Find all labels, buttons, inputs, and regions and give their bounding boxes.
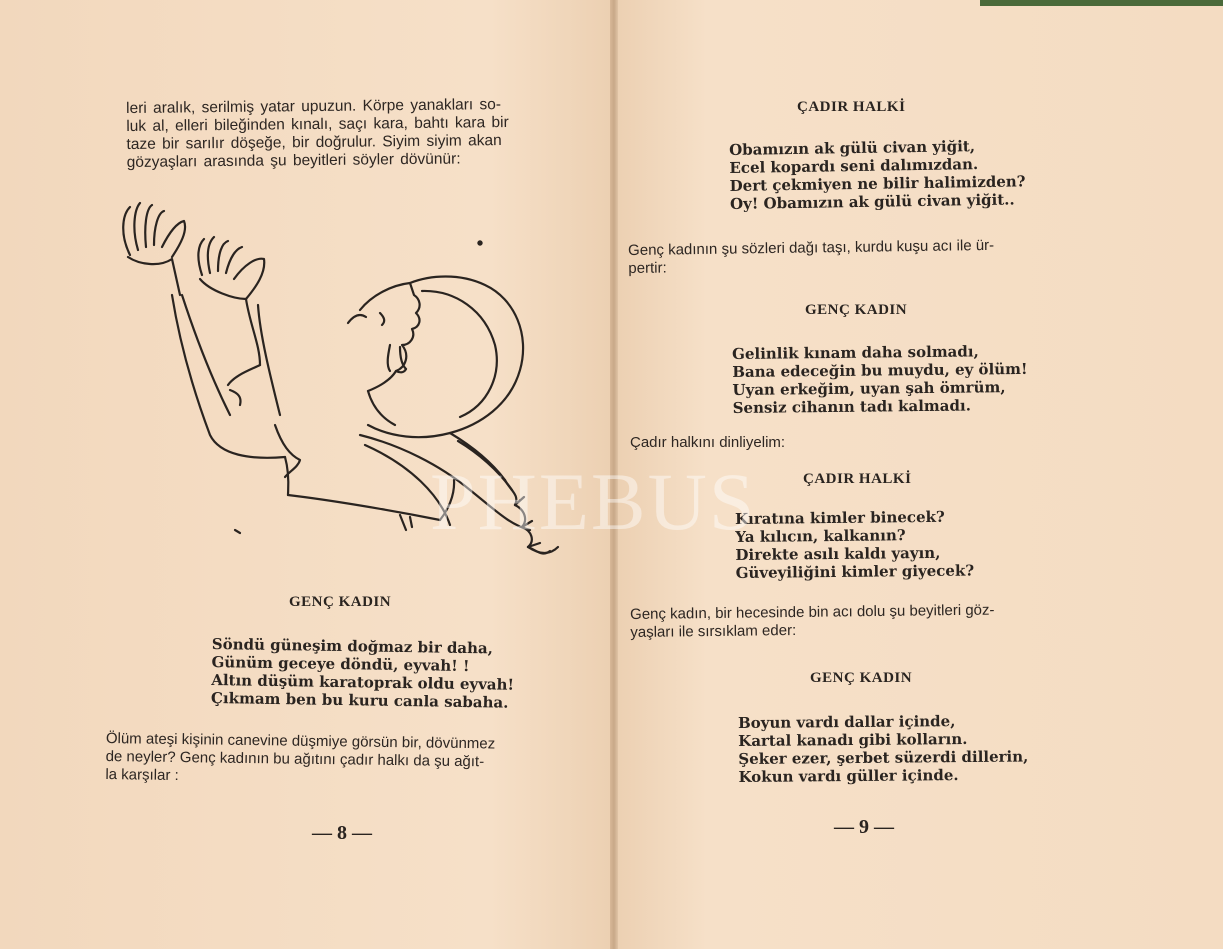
verse-line: Ya kılıcın, kalkanın? (735, 526, 906, 546)
left-heading: GENÇ KADIN (289, 594, 392, 610)
cover-edge (980, 0, 1223, 6)
right-heading-4: GENÇ KADIN (810, 670, 913, 686)
right-heading-3: ÇADIR HALKİ (803, 471, 912, 487)
verse-line: Kartal kanadı gibi kolların. (738, 729, 968, 750)
verse-line: Ecel kopardı seni dalımızdan. (729, 155, 979, 177)
text-line: luk al, elleri bileğinden kınalı, saçı kara, bahtı kara bir (126, 113, 509, 135)
text-line: pertir: (628, 259, 667, 277)
right-verse-2 (732, 342, 1028, 417)
verse-line: Günüm geceye döndü, eyvah! ! (211, 652, 470, 676)
text-line: leri aralık, serilmiş yatar upuzun. Körpe yanakları so- (126, 96, 502, 117)
right-page-number: — 9 — (834, 816, 894, 838)
right-heading-2: GENÇ KADIN (805, 302, 908, 318)
text-line: la karşılar : (105, 765, 179, 785)
left-intro-paragraph (126, 96, 509, 172)
left-verse (211, 635, 515, 712)
text-line: gözyaşları arasında şu beyitleri söyler dövünür: (126, 150, 461, 171)
verse-line: Kokun vardı güller içinde. (738, 766, 959, 786)
right-heading-1: ÇADIR HALKİ (797, 99, 906, 115)
verse-line: Dert çekmiyen ne bilir halimizden? (729, 172, 1026, 195)
right-verse-1 (729, 136, 1026, 213)
verse-line: Çıkmam ben bu kuru canla sabaha. (210, 688, 509, 712)
verse-line: Kıratına kimler binecek? (735, 507, 945, 528)
left-page-number: — 8 — (312, 822, 372, 844)
right-paragraph-1 (628, 237, 994, 278)
left-outro-paragraph (105, 730, 495, 789)
verse-line: Direkte asılı kaldı yayın, (735, 543, 941, 564)
verse-line: Altın düşüm karatoprak oldu eyvah! (211, 670, 515, 694)
right-paragraph-3 (630, 602, 995, 642)
verse-line: Söndü güneşim doğmaz bir daha, (211, 635, 494, 658)
verse-line: Bana edeceğin bu muydu, ey ölüm! (732, 359, 1028, 381)
text-line: Ölüm ateşi kişinin canevine düşmiye görsün bir, dövünmez (105, 730, 496, 753)
verse-line: Gelinlik kınam daha solmadı, (732, 342, 979, 363)
verse-line: Güveyiliğini kimler giyecek? (735, 561, 975, 582)
verse-line: Obamızın ak gülü civan yiğit, (729, 137, 976, 159)
verse-line: Boyun vardı dallar içinde, (738, 712, 956, 732)
text-line: Genç kadın, bir hecesinde bin acı dolu şu beyitleri göz- (630, 601, 995, 623)
verse-line: Uyan erkeğim, uyan şah ömrüm, (732, 378, 1006, 399)
right-verse-4 (738, 711, 1029, 786)
verse-line: Oy! Obamızın ak gülü civan yiğit.. (729, 190, 1015, 213)
verse-line: Sensiz cihanın tadı kalmadı. (732, 396, 971, 417)
text-line: taze bir sarılır döşeğe, bir doğrulur. Siyim siyim akan (126, 132, 502, 153)
text-line: Çadır halkını dinliyelim: (630, 434, 786, 451)
right-verse-3 (735, 508, 974, 582)
text-line: yaşları ile sırsıklam eder: (630, 621, 797, 641)
text-line: de neyler? Genç kadının bu ağıtını çadır halkı da şu ağıt- (105, 747, 485, 771)
watermark: PHEBUS (430, 456, 757, 547)
right-paragraph-2 (630, 434, 785, 452)
text-line: Genç kadının şu sözleri dağı taşı, kurdu kuşu acı ile ür- (628, 236, 995, 259)
verse-line: Şeker ezer, şerbet süzerdi dillerin, (738, 747, 1029, 768)
